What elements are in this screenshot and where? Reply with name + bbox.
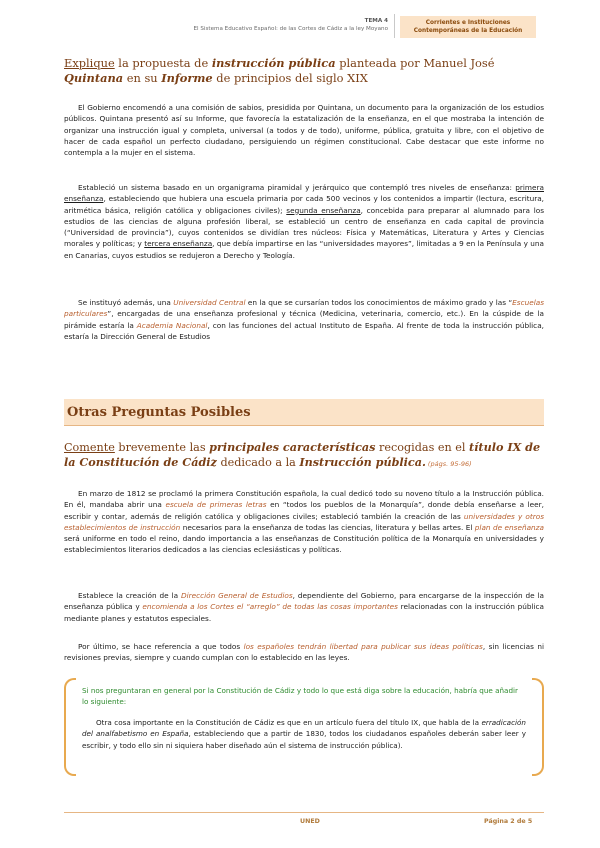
question-2-title [64, 440, 544, 472]
header-divider [394, 14, 395, 38]
text-run: será uniforme en todo el reino, dando importancia a las enseñanzas de Constitución política de la Monarquía en universidades y establecimientos literarios dedicados a las ciencias eclesiásticas y políticas. [64, 534, 544, 555]
header-subtitle: El Sistema Educativo Español: de las Cortes de Cádiz a la ley Moyano [193, 26, 388, 32]
term-academia-nacional: Academia Nacional [136, 320, 208, 330]
term-universidades: universidades y otros establecimientos de instrucción [64, 511, 544, 532]
header-course-info [193, 17, 388, 33]
term-universidad-central: Universidad Central [173, 298, 246, 307]
text-run: ”, encargadas de una enseñanza profesional y técnica (Medicina, veterinaria, comercio, etc.). En la cúspide de la pirámide estaría la [64, 309, 544, 330]
footer-page-number: Página 2 de 5 [484, 818, 533, 825]
question-1-title [64, 56, 544, 86]
text-run: en la que se cursarían todos los conocimientos de máximo grado y las “ [245, 298, 513, 307]
question-2-verb: Comente [64, 441, 115, 454]
text-run: en “todos los pueblos de la Monarquía”, donde debía enseñarse a leer, escribir y contar, además de religión católica y obligaciones civiles; estableció también la creación de las [64, 500, 544, 521]
note-body [82, 717, 526, 751]
question-1-text: en su [123, 71, 162, 85]
note-lead: Si nos preguntaran en general por la Constitución de Cádiz y todo lo que está diga sobre la educación, habría que añadir lo siguiente: [82, 686, 518, 707]
text-run: , que debía impartirse en las “universidades mayores”, limitadas a 9 en la Península y una en Canarias, cuyos estudios se redujeron a Derecho y Teología. [64, 239, 545, 260]
header-box-line2: Contemporáneas de la Educación [413, 28, 523, 34]
paragraph-quintana-informe: El Gobierno encomendó a una comisión de sabios, presidida por Quintana, un documento para la organización de los estudios públicos. Quintana presentó así su Informe, que favorecía la estatalización de la enseñanza, en el que mostraba la intención de organizar una instrucción igual y completa, universal (a todos y de todo), uniforme, pública, gratuita y libre, con el objetivo de hacer de cada español un perfecto ciudadano, persiguiendo un régimen constitucional. Cabe destacar que este informe no contempla a la mujer en el sistema. [64, 103, 544, 158]
question-1-text: planteada por Manuel José [335, 56, 495, 70]
text-run: , estableciendo que hubiera una escuela primaria por cada 500 vecinos y los contenidos a impartir (lectura, escritura, aritmética básica, religión católica y obligaciones civiles); [64, 194, 544, 215]
question-1-text: la propuesta de [114, 56, 212, 70]
paragraph-direccion-general [64, 590, 544, 624]
paragraph-constitucion-1812 [64, 488, 544, 556]
note-bracket-right [532, 678, 544, 776]
text-run: , dependiente del Gobierno, para encargarse de la inspección de la enseñanza pública y [64, 591, 544, 612]
note-box [64, 678, 544, 776]
text-run: , estableciendo que a partir de 1830, todos los ciudadanos españoles deberán saber leer y escribir, y todo ello sin ni siquiera haber diseñado aún el sistema de instrucción pública). [82, 729, 526, 750]
question-2-pages: (págs. 95-96) [425, 460, 472, 468]
term-tercera-ensenanza: tercera enseñanza [144, 239, 213, 249]
term-plan-ensenanza: plan de enseñanza [474, 522, 544, 532]
term-libertad-ideas: los españoles tendrán libertad para publicar sus ideas políticas [243, 642, 483, 651]
header-box-line1: Corrientes e Instituciones [425, 20, 511, 26]
question-1-text: de principios del siglo XIX [212, 71, 368, 85]
text-run: relacionadas con la instrucción pública mediante planes y estatutos especiales. [64, 602, 544, 623]
paragraph-libertad-imprenta [64, 641, 544, 664]
text-run: Establece la creación de la [78, 591, 181, 600]
section-heading-band [64, 399, 544, 426]
question-2-text: brevemente las [114, 441, 210, 454]
text-run: Estableció un sistema basado en un organigrama piramidal y jerárquico que contempló tres niveles de enseñanza: [78, 183, 516, 192]
text-run: necesarios para la enseñanza de todas las ciencias, literatura y bellas artes. El [180, 522, 475, 532]
question-2-text: dedicado a la [216, 456, 300, 469]
text-run: Se instituyó además, una [78, 298, 174, 307]
question-1-term: Informe [161, 71, 213, 85]
page-header [0, 0, 600, 46]
term-escuela-primeras-letras: escuela de primeras letras [165, 500, 267, 510]
section-heading: Otras Preguntas Posibles [67, 405, 251, 420]
text-run: En marzo de 1812 se proclamó la primera Constitución española, la cual dedicó todo su noveno título a la Instrucción pública. En él, mandaba abrir una [64, 489, 544, 510]
question-2-text: recogidas en el [375, 441, 470, 454]
footer-rule [64, 812, 544, 813]
paragraph-niveles-ensenanza [64, 182, 544, 261]
question-1-term: instrucción pública [211, 56, 336, 70]
term-segunda-ensenanza: segunda enseñanza [286, 205, 361, 215]
question-2-term: principales características [209, 440, 376, 454]
paragraph-universidad-central [64, 297, 544, 342]
header-subject-box [400, 16, 536, 38]
question-2-term: Instrucción pública. [299, 455, 426, 469]
term-escuelas-particulares: Escuelas particulares [64, 298, 544, 319]
text-run: Otra cosa importante en la Constitución de Cádiz es que en un artículo fuera del título IX, que habla de la [96, 718, 482, 727]
note-bracket-left [64, 678, 76, 776]
text-run: , sin licencias ni revisiones previas, siempre y cuando cumplan con lo establecido en las leyes. [64, 642, 544, 663]
header-tema: TEMA 4 [364, 18, 388, 24]
term-encomienda-cortes: encomienda a los Cortes el “arreglo” de todas las cosas importantes [142, 602, 398, 612]
question-2-term: título IX de la Constitución de Cádiz [64, 440, 541, 469]
term-direccion-general: Dirección General de Estudios [180, 591, 293, 600]
term-analfabetismo: erradicación del analfabetismo en España [82, 718, 526, 739]
term-primera-ensenanza: primera enseñanza [64, 183, 544, 204]
text-run: , concebida para preparar al alumnado para los estudios de las ciencias de alguna profesión liberal, se estableció un centro de enseñanza en cada capital de provincia (“Universidad de provincia”), cuyos contenidos se dividían tres núcleos: Física y Matemáticas, Literatura y Artes y Ciencias morales y políticas; y [64, 205, 544, 249]
text-run: Por último, se hace referencia a que todos [78, 642, 244, 651]
question-1-term: Quintana [64, 71, 124, 85]
footer-institution: UNED [300, 818, 320, 825]
text-run: , con las funciones del actual Instituto de España. Al frente de toda la instrucción pública, estaría la Dirección General de Estudios [64, 320, 544, 341]
question-1-verb: Explique [64, 56, 115, 70]
